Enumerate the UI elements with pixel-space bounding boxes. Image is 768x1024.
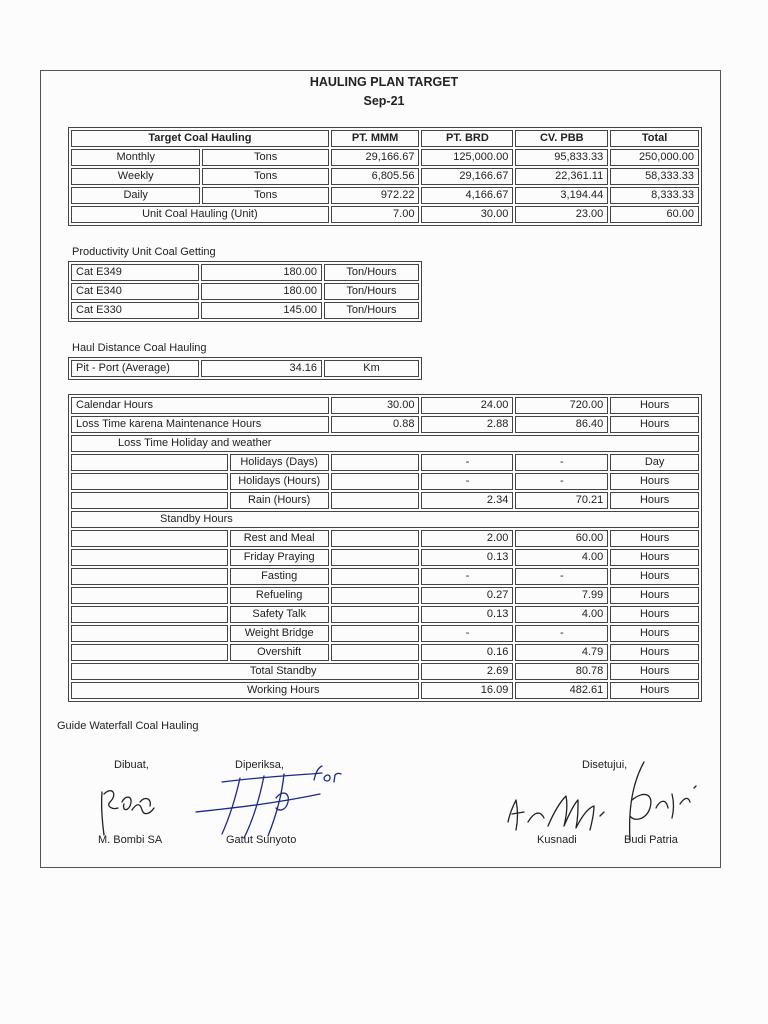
cell-c: - [515, 568, 608, 585]
working-hours-row [71, 682, 699, 699]
cell-c: 70.21 [515, 492, 608, 509]
table-row [71, 530, 699, 547]
table-row [71, 492, 699, 509]
signature-bombi [96, 780, 166, 838]
target-header-row [71, 130, 699, 147]
document-period: Sep-21 [363, 94, 405, 108]
row-label: Daily [71, 187, 200, 204]
row-unit: Tons [202, 168, 328, 185]
cell-b: 2.34 [421, 492, 513, 509]
working-hours-label: Working Hours [71, 682, 419, 699]
cell-c: 482.61 [515, 682, 608, 699]
cell-unit: Hours [610, 644, 699, 661]
cell-brd: 30.00 [421, 206, 513, 223]
signatory-name: Gatut Sunyoto [226, 834, 297, 846]
table-row [71, 568, 699, 585]
dibuat-label: Dibuat, [114, 759, 149, 771]
row-label: Fasting [230, 568, 329, 585]
cell-b: - [421, 625, 513, 642]
cell-b: 2.69 [421, 663, 513, 680]
cell-b: - [421, 473, 513, 490]
section-row [71, 435, 699, 452]
cell-pbb: 23.00 [515, 206, 608, 223]
table-row [71, 416, 699, 433]
equipment-unit: Ton/Hours [324, 302, 419, 319]
row-label: Rain (Hours) [230, 492, 329, 509]
table-row [71, 397, 699, 414]
table-row [71, 454, 699, 471]
cell-unit: Hours [610, 606, 699, 623]
row-label: Refueling [230, 587, 329, 604]
distance-table [68, 357, 422, 380]
cell-c: 720.00 [515, 397, 608, 414]
table-row [71, 206, 699, 223]
document-title: HAULING PLAN TARGET [309, 75, 459, 89]
cell-b: 0.13 [421, 549, 513, 566]
row-label: Weekly [71, 168, 200, 185]
disetujui-label: Disetujui, [582, 759, 628, 771]
unit-row-label: Unit Coal Hauling (Unit) [71, 206, 329, 223]
equipment-unit: Ton/Hours [324, 264, 419, 281]
cell-b: 0.27 [421, 587, 513, 604]
table-row [71, 168, 699, 185]
row-label: Holidays (Days) [230, 454, 329, 471]
cell-unit: Hours [610, 568, 699, 585]
cell-b: 24.00 [421, 397, 513, 414]
table-row [71, 302, 419, 319]
calendar-label: Calendar Hours [71, 397, 329, 414]
cell-brd: 4,166.67 [421, 187, 513, 204]
cell-unit: Hours [610, 473, 699, 490]
table-row [71, 149, 699, 166]
cell-c: - [515, 473, 608, 490]
row-label: Monthly [71, 149, 200, 166]
diperiksa-label: Diperiksa, [235, 759, 284, 771]
table-row [71, 625, 699, 642]
cell-c: 4.00 [515, 606, 608, 623]
total-standby-label: Total Standby [71, 663, 419, 680]
equipment-name: Cat E340 [71, 283, 199, 300]
table-row [71, 360, 419, 377]
table-row [71, 473, 699, 490]
equipment-value: 180.00 [201, 283, 322, 300]
distance-value: 34.16 [201, 360, 322, 377]
cell-unit: Hours [610, 492, 699, 509]
equipment-value: 180.00 [201, 264, 322, 281]
cell-unit: Hours [610, 530, 699, 547]
cell-unit: Hours [610, 682, 699, 699]
cell-mmm: 972.22 [331, 187, 420, 204]
row-label: Overshift [230, 644, 329, 661]
cell-mmm: 6,805.56 [331, 168, 420, 185]
productivity-table [68, 261, 422, 322]
hours-table [68, 394, 702, 702]
table-row [71, 549, 699, 566]
header-pt-brd: PT. BRD [421, 130, 513, 147]
row-label: Safety Talk [230, 606, 329, 623]
cell-b: 2.00 [421, 530, 513, 547]
distance-heading: Haul Distance Coal Hauling [72, 342, 207, 354]
row-unit: Tons [202, 187, 328, 204]
cell-c: 7.99 [515, 587, 608, 604]
signatory-name: M. Bombi SA [98, 834, 163, 846]
table-row [71, 264, 419, 281]
section-row [71, 511, 699, 528]
cell-c: - [515, 454, 608, 471]
cell-unit: Hours [610, 625, 699, 642]
cell-pbb: 3,194.44 [515, 187, 608, 204]
cell-unit: Hours [610, 397, 699, 414]
productivity-heading: Productivity Unit Coal Getting [72, 246, 216, 258]
equipment-name: Cat E349 [71, 264, 199, 281]
signature-gatut [192, 768, 322, 840]
signature-kusnadi [504, 782, 604, 842]
signature-budi [610, 760, 700, 844]
cell-total: 60.00 [610, 206, 699, 223]
distance-unit: Km [324, 360, 419, 377]
equipment-unit: Ton/Hours [324, 283, 419, 300]
row-label: Friday Praying [230, 549, 329, 566]
row-label: Holidays (Hours) [230, 473, 329, 490]
distance-name: Pit - Port (Average) [71, 360, 199, 377]
header-total: Total [610, 130, 699, 147]
maintenance-label: Loss Time karena Maintenance Hours [71, 416, 329, 433]
cell-a: 0.88 [331, 416, 420, 433]
cell-c: 86.40 [515, 416, 608, 433]
row-label: Rest and Meal [230, 530, 329, 547]
standby-heading: Standby Hours [71, 511, 699, 528]
signatory-name: Budi Patria [624, 834, 678, 846]
guide-text: Guide Waterfall Coal Hauling [57, 720, 199, 732]
signatory-name: Kusnadi [537, 834, 577, 846]
table-row [71, 644, 699, 661]
cell-unit: Hours [610, 587, 699, 604]
target-header-label: Target Coal Hauling [71, 130, 329, 147]
cell-brd: 125,000.00 [421, 149, 513, 166]
table-row [71, 587, 699, 604]
cell-b: - [421, 568, 513, 585]
total-standby-row [71, 663, 699, 680]
cell-b: - [421, 454, 513, 471]
cell-c: 4.79 [515, 644, 608, 661]
loss-heading: Loss Time Holiday and weather [71, 435, 699, 452]
cell-c: 80.78 [515, 663, 608, 680]
row-label: Weight Bridge [230, 625, 329, 642]
header-pt-mmm: PT. MMM [331, 130, 420, 147]
cell-unit: Hours [610, 549, 699, 566]
table-row [71, 283, 419, 300]
cell-c: 60.00 [515, 530, 608, 547]
cell-b: 0.13 [421, 606, 513, 623]
cell-total: 58,333.33 [610, 168, 699, 185]
cell-mmm: 7.00 [331, 206, 420, 223]
header-cv-pbb: CV. PBB [515, 130, 608, 147]
cell-b: 2.88 [421, 416, 513, 433]
cell-unit: Hours [610, 663, 699, 680]
cell-b: 0.16 [421, 644, 513, 661]
cell-unit: Hours [610, 416, 699, 433]
cell-c: - [515, 625, 608, 642]
cell-mmm: 29,166.67 [331, 149, 420, 166]
cell-unit: Day [610, 454, 699, 471]
cell-c: 4.00 [515, 549, 608, 566]
cell-total: 8,333.33 [610, 187, 699, 204]
cell-pbb: 95,833.33 [515, 149, 608, 166]
cell-pbb: 22,361.11 [515, 168, 608, 185]
cell-b: 16.09 [421, 682, 513, 699]
cell-a: 30.00 [331, 397, 420, 414]
cell-brd: 29,166.67 [421, 168, 513, 185]
table-row [71, 187, 699, 204]
row-unit: Tons [202, 149, 328, 166]
equipment-value: 145.00 [201, 302, 322, 319]
equipment-name: Cat E330 [71, 302, 199, 319]
target-table [68, 127, 702, 226]
cell-total: 250,000.00 [610, 149, 699, 166]
table-row [71, 606, 699, 623]
